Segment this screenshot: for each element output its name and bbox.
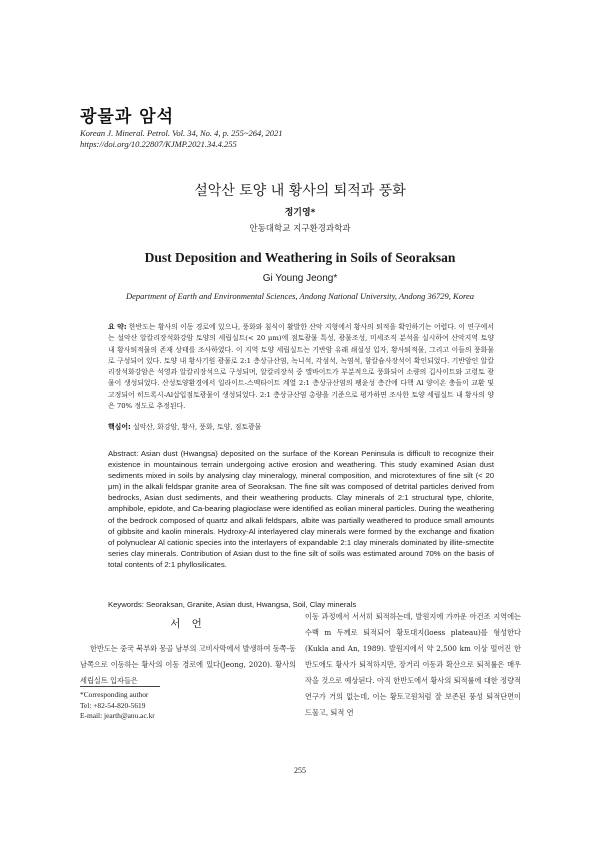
journal-meta bbox=[80, 128, 520, 150]
body-right-column bbox=[305, 609, 521, 721]
abstract-korean-text: 한반도는 황사의 이동 경로에 있으나, 풍화와 침식이 활발한 산악 지형에서 황사의 퇴적을 확인하기는 어렵다. 이 연구에서는 설악산 알칼리장석화강암 토양의 세립실트(< 20 μm)에 점토광물 특성, 광물조성, 미세조직 분석을 실시하여 산악지역 토양 내 황사퇴적물의 존재 상태를 조사하였다. 이 지역 토양 세립실트는 기반암 유래 쇄설성 입자, 황사퇴적물, 그리고 이들의 풍화물로 구성되어 있다. 토양 내 황사기원 광물로 2:1 층상규산염, 녹니석, 각섬석, 녹염석, 함칼슘사장석이 확인되었다. 기반암인 알칼리장석화강암은 석영과 알칼리장석으로 구성되며, 알칼리장석 중 앨바이트가 부분적으로 풍화되어 소량의 깁사이트와 고령토 광물이 생성되었다. 산성토양환경에서 일라이트-스멕타이트 계열 2:1 층상규산염의 팽윤성 층간에 다핵 Al 양이온 충들이 교환 및 고정되어 히드록시-Al삽입점토광물이 생성되었다. 2:1 층상규산염 총량을 기준으로 평가하면 조사한 토양 세립실트 내 황사의 양은 70% 정도로 추정된다. bbox=[108, 323, 494, 411]
journal-doi[interactable]: https://doi.org/10.22807/KJMP.2021.34.4.255 bbox=[80, 139, 237, 149]
abstract-korean bbox=[108, 322, 494, 412]
intro-paragraph-left: 한반도는 중국 북부와 몽골 남부의 고비사막에서 발생하여 동쪽-동남쪽으로 이동하는 황사의 이동 경로에 있다(Jeong, 2020). 황사의 세립실트 입자들은 bbox=[80, 644, 296, 685]
journal-name: 광물과 암석 bbox=[80, 107, 175, 127]
footnote-divider bbox=[80, 686, 160, 687]
body-left-column bbox=[80, 612, 296, 689]
footnote-tel: Tel: +82-54-820-5619 bbox=[80, 700, 146, 710]
footnote-email[interactable]: E-mail: jearth@anu.ac.kr bbox=[80, 711, 155, 720]
affiliation-korean: 안동대학교 지구환경과학과 bbox=[249, 224, 351, 234]
author-english: Gi Young Jeong* bbox=[262, 273, 338, 284]
keywords-korean bbox=[108, 422, 494, 433]
intro-paragraph-right: 이동 과정에서 서서히 퇴적하는데, 발원지에 가까운 아건조 지역에는 수백 m 두께로 퇴적되어 황토대지(loess plateau)를 형성한다(Kukla and An, 1989). 발원지에서 약 2,500 km 이상 떨어진 한반도에도 황사가 퇴적하지만, 장거리 이동과 확산으로 퇴적률은 매우 작을 것으로 예상된다. 아직 한반도에서 황사의 퇴적률에 대한 정량적 연구가 거의 없는데, 이는 황토고원처럼 잘 보존된 풍성 퇴적단면이 드물고, 퇴적 연 bbox=[305, 612, 521, 717]
footnote-corresponding: *Corresponding author bbox=[80, 690, 149, 699]
title-korean: 설악산 토양 내 황사의 퇴적과 풍화 bbox=[194, 183, 406, 199]
title-english: Dust Deposition and Weathering in Soils of Seoraksan bbox=[144, 250, 456, 265]
section-heading-introduction: 서 언 bbox=[170, 618, 206, 630]
keywords-english-text: Seoraksan, Granite, Asian dust, Hwangsa, Soil, Clay minerals bbox=[146, 600, 357, 609]
affiliation-english: Department of Earth and Environmental Sciences, Andong National University, Andong 36729, Korea bbox=[126, 291, 474, 301]
abstract-english-label: Abstract: bbox=[108, 449, 139, 458]
footnote bbox=[80, 690, 296, 722]
keywords-english-label: Keywords: bbox=[108, 600, 144, 609]
page-number: 255 bbox=[294, 766, 306, 775]
keywords-korean-text: 설악산, 화강암, 황사, 풍화, 토양, 점토광물 bbox=[132, 423, 262, 431]
author-korean: 정기영* bbox=[284, 208, 316, 218]
abstract-korean-label: 요 약: bbox=[108, 323, 127, 331]
keywords-korean-label: 핵심어: bbox=[108, 423, 131, 431]
abstract-english bbox=[108, 448, 494, 570]
journal-citation: Korean J. Mineral. Petrol. Vol. 34, No. 4, p. 255~264, 2021 bbox=[80, 128, 283, 138]
abstract-english-text: Asian dust (Hwangsa) deposited on the surface of the Korean Peninsula is difficult to recognize their existence in mountainous terrain undergoing active erosion and weathering. This study examined Asian dust sediments mixed in soils by analysing clay mineralogy, mineral composition, and microtextures of fine silt (< 20 μm) in the alkali feldspar granite area of Seoraksan. The fine silt was composed of detrital particles derived from bedrocks, Asian dust sediments, and their weathering products. Clay minerals of 2:1 structural type, chlorite, amphibole, epidote, and Ca-bearing plagioclase were identified as eolian mineral particles. During the weathering of the bedrock composed of quartz and alkali feldspars, albite was partially weathered to produce small amounts of gibbsite and kaolin minerals. Hydroxy-Al interlayered clay minerals were formed by the exchange and fixation of polynuclear Al cationic species into the interlayers of expandable 2:1 clay minerals dominated by illite-smectite series clay minerals. Contribution of Asian dust to the fine silt of soils was estimated around 70% on the basis of total contents of 2:1 phyllosilicates. bbox=[108, 449, 494, 569]
